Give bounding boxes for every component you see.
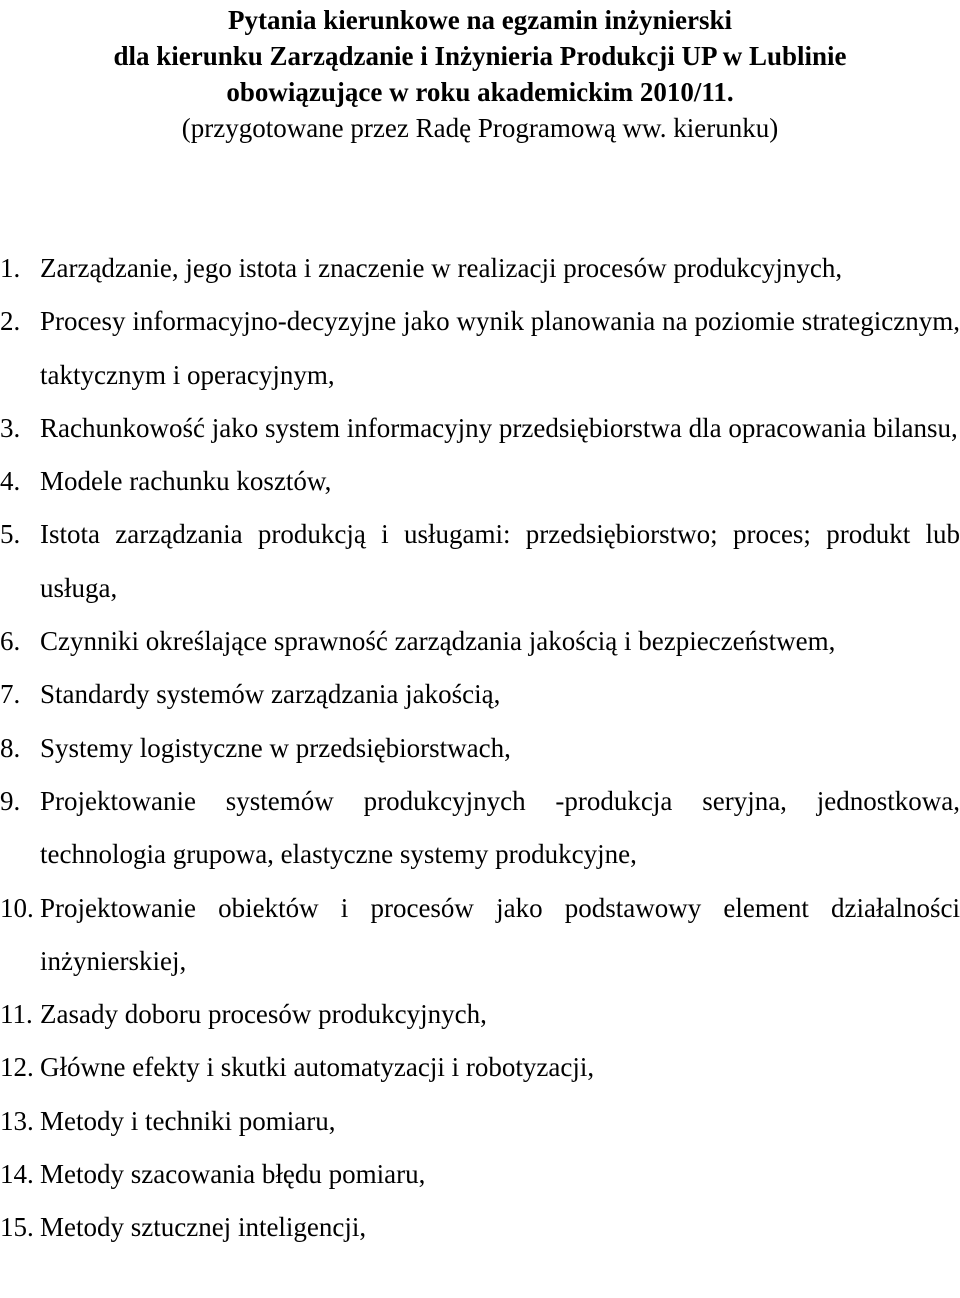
item-text: Standardy systemów zarządzania jakością, [40,679,501,710]
item-number: 5. [0,519,21,550]
item-number: 6. [0,626,21,657]
item-number: 9. [0,785,21,816]
title-line-3: obowiązujące w roku akademickim 2010/11. [226,77,734,107]
list-item [0,775,960,882]
item-text: Zarządzanie, jego istota i znaczenie w realizacji procesów produkcyjnych, [40,253,843,283]
item-text: Główne efekty i skutki automatyzacji i robotyzacji, [40,1052,595,1083]
list-item [0,1041,960,1094]
item-number: 4. [0,466,21,497]
item-number: 13. [0,1105,34,1136]
item-number: 3. [0,412,21,443]
list-item [0,1148,960,1201]
list-item [0,668,960,721]
item-number: 12. [0,1052,34,1083]
item-number: 7. [0,679,21,710]
list-item [0,242,960,295]
item-number: 8. [0,732,21,763]
title-line-4: (przygotowane przez Radę Programową ww. kierunku) [181,113,779,143]
item-number: 11. [0,999,33,1030]
document-title [0,2,960,146]
title-line-2: dla kierunku Zarządzanie i Inżynieria Produkcji UP w Lublinie [113,41,847,71]
item-text: Metody i techniki pomiaru, [40,1105,336,1136]
list-item [0,455,960,508]
item-text: Istota zarządzania produkcją i usługami: przedsiębiorstwo; proces; produkt lub usługa, [40,519,960,603]
item-text: Projektowanie systemów produkcyjnych -produkcja seryjna, jednostkowa, technologia grupowa, elastyczne systemy produkcyjne, [40,785,960,870]
list-item [0,882,960,989]
question-list [0,242,960,1255]
item-text: Rachunkowość jako system informacyjny przedsiębiorstwa dla opracowania bilansu, [40,412,958,443]
item-number: 10. [0,892,34,923]
title-line-1: Pytania kierunkowe na egzamin inżynierski [227,5,733,35]
list-item [0,295,960,402]
list-item [0,1201,960,1254]
item-number: 1. [0,253,21,283]
item-number: 15. [0,1212,34,1243]
list-item [0,988,960,1041]
item-text: Projektowanie obiektów i procesów jako podstawowy element działalności inżynierskiej, [40,892,960,976]
item-number: 14. [0,1159,34,1190]
list-item [0,508,960,615]
list-item [0,1095,960,1148]
item-text: Metody sztucznej inteligencji, [40,1212,367,1243]
item-text: Metody szacowania błędu pomiaru, [40,1159,426,1190]
item-text: Czynniki określające sprawność zarządzania jakością i bezpieczeństwem, [40,626,836,657]
item-text: Modele rachunku kosztów, [40,466,332,497]
list-item [0,722,960,775]
item-text: Procesy informacyjno-decyzyjne jako wynik planowania na poziomie strategicznym, taktycznym i operacyjnym, [40,306,960,390]
item-text: Zasady doboru procesów produkcyjnych, [40,999,487,1030]
list-item [0,615,960,668]
item-text: Systemy logistyczne w przedsiębiorstwach, [40,732,511,763]
list-item [0,402,960,455]
item-number: 2. [0,306,21,337]
